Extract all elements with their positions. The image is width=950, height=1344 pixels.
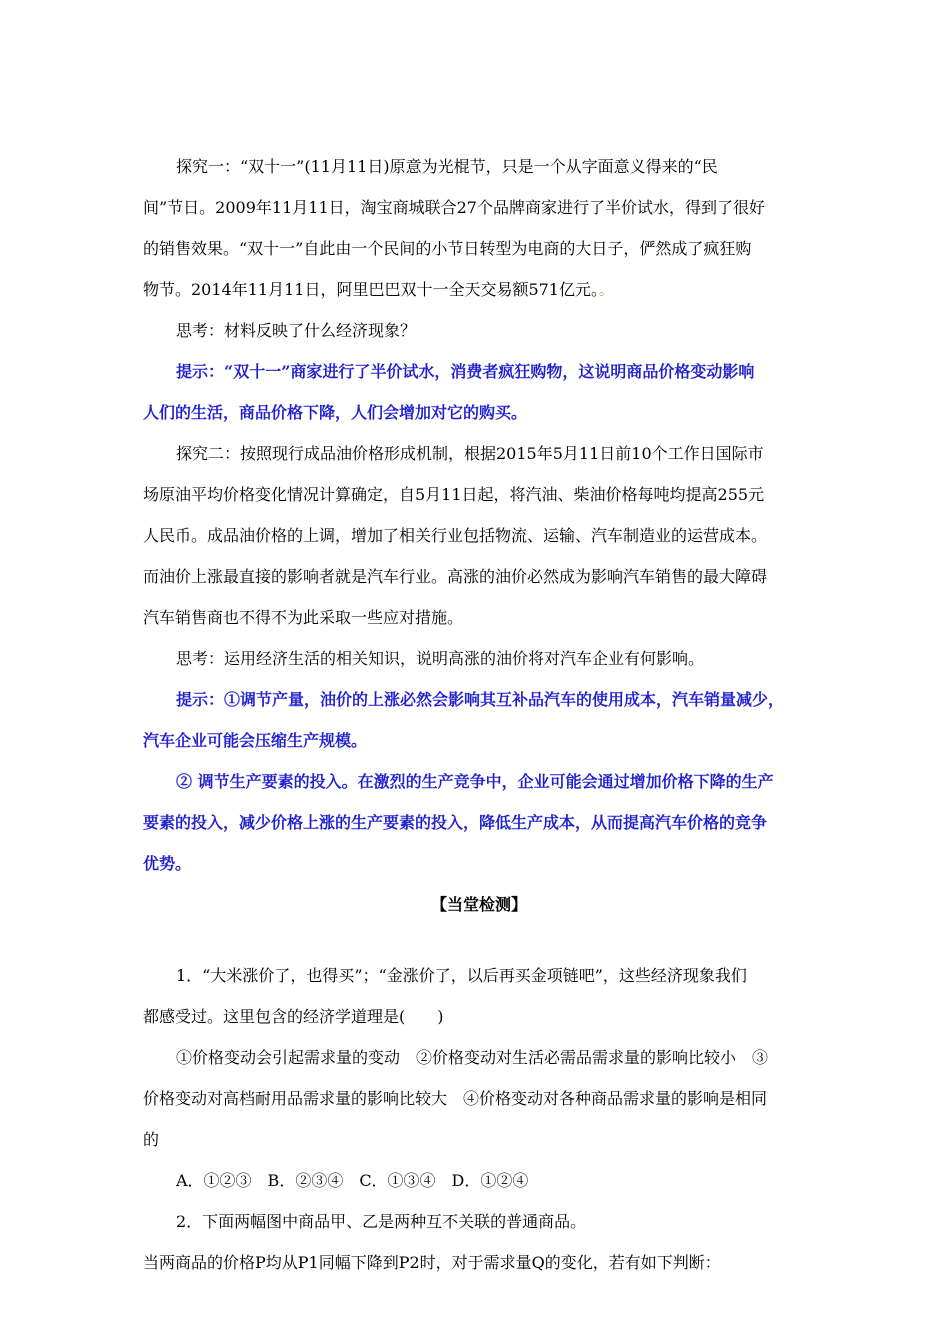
explore1-line4	[143, 269, 815, 312]
explore2-hint-line3: ② 调节生产要素的投入。在激烈的生产竞争中，企业可能会通过增加价格下降的生产	[176, 772, 774, 791]
q1-line3: ①价格变动会引起需求量的变动 ②价格变动对生活必需品需求量的影响比较小 ③	[176, 1048, 769, 1067]
q1-line1: 1．“大米涨价了，也得买”；“金涨价了，以后再买金项链吧”，这些经济现象我们	[176, 966, 747, 985]
explore2-line1: 探究二：按照现行成品油价格形成机制，根据2015年5月11日前10个工作日国际市	[176, 444, 764, 463]
explore2-line3: 人民币。成品油价格的上调，增加了相关行业包括物流、运输、汽车制造业的运营成本。	[143, 526, 768, 545]
explore2-line5: 汽车销售商也不得不为此采取一些应对措施。	[143, 608, 464, 627]
explore1-hint-line2: 人们的生活，商品价格下降，人们会增加对它的购买。	[143, 403, 528, 422]
q1-line2: 都感受过。这里包含的经济学道理是( )	[143, 1007, 444, 1026]
explore2-line4: 而油价上涨最直接的影响者就是汽车行业。高涨的油价必然成为影响汽车销售的最大障碍	[143, 567, 768, 586]
explore1-line2: 间”节日。2009年11月11日，淘宝商城联合27个品牌商家进行了半价试水，得到了很好	[143, 198, 765, 217]
explore2-hint-line4: 要素的投入，减少价格上涨的生产要素的投入，降低生产成本，从而提高汽车价格的竞争	[143, 813, 768, 832]
q1-options: A．①②③ B．②③④ C．①③④ D．①②④	[176, 1171, 529, 1190]
explore1-line4-mark: 。	[598, 283, 613, 299]
q2-line1: 2．下面两幅图中商品甲、乙是两种互不关联的普通商品。	[176, 1212, 587, 1231]
explore1-think: 思考：材料反映了什么经济现象？	[176, 321, 417, 340]
explore1-line1: 探究一：“双十一”(11月11日)原意为光棍节，只是一个从字面意义得来的“民	[176, 157, 718, 176]
explore2-hint-line1: 提示：①调节产量，油价的上涨必然会影响其互补品汽车的使用成本，汽车销量减少，	[176, 690, 785, 709]
explore2-line2: 场原油平均价格变化情况计算确定，自5月11日起，将汽油、柴油价格每吨均提高255元	[143, 485, 765, 504]
explore2-hint-line5: 优势。	[143, 854, 192, 873]
q1-line4: 价格变动对高档耐用品需求量的影响比较大 ④价格变动对各种商品需求量的影响是相同	[143, 1089, 768, 1108]
explore1-hint-line1: 提示：“双十一”商家进行了半价试水，消费者疯狂购物，这说明商品价格变动影响	[176, 362, 755, 381]
section-title: 【当堂检测】	[430, 895, 527, 914]
explore2-hint-line2: 汽车企业可能会压缩生产规模。	[143, 731, 368, 750]
q2-line2: 当两商品的价格P均从P1同幅下降到P2时，对于需求量Q的变化，若有如下判断：	[143, 1253, 721, 1272]
q1-line5: 的	[143, 1130, 160, 1149]
explore1-line4-text: 物节。2014年11月11日，阿里巴巴双十一全天交易额571亿元。	[143, 280, 599, 299]
explore1-line3: 的销售效果。“双十一”自此由一个民间的小节日转型为电商的大日子，俨然成了疯狂购	[143, 239, 752, 258]
explore2-think: 思考：运用经济生活的相关知识，说明高涨的油价将对汽车企业有何影响。	[176, 649, 705, 668]
